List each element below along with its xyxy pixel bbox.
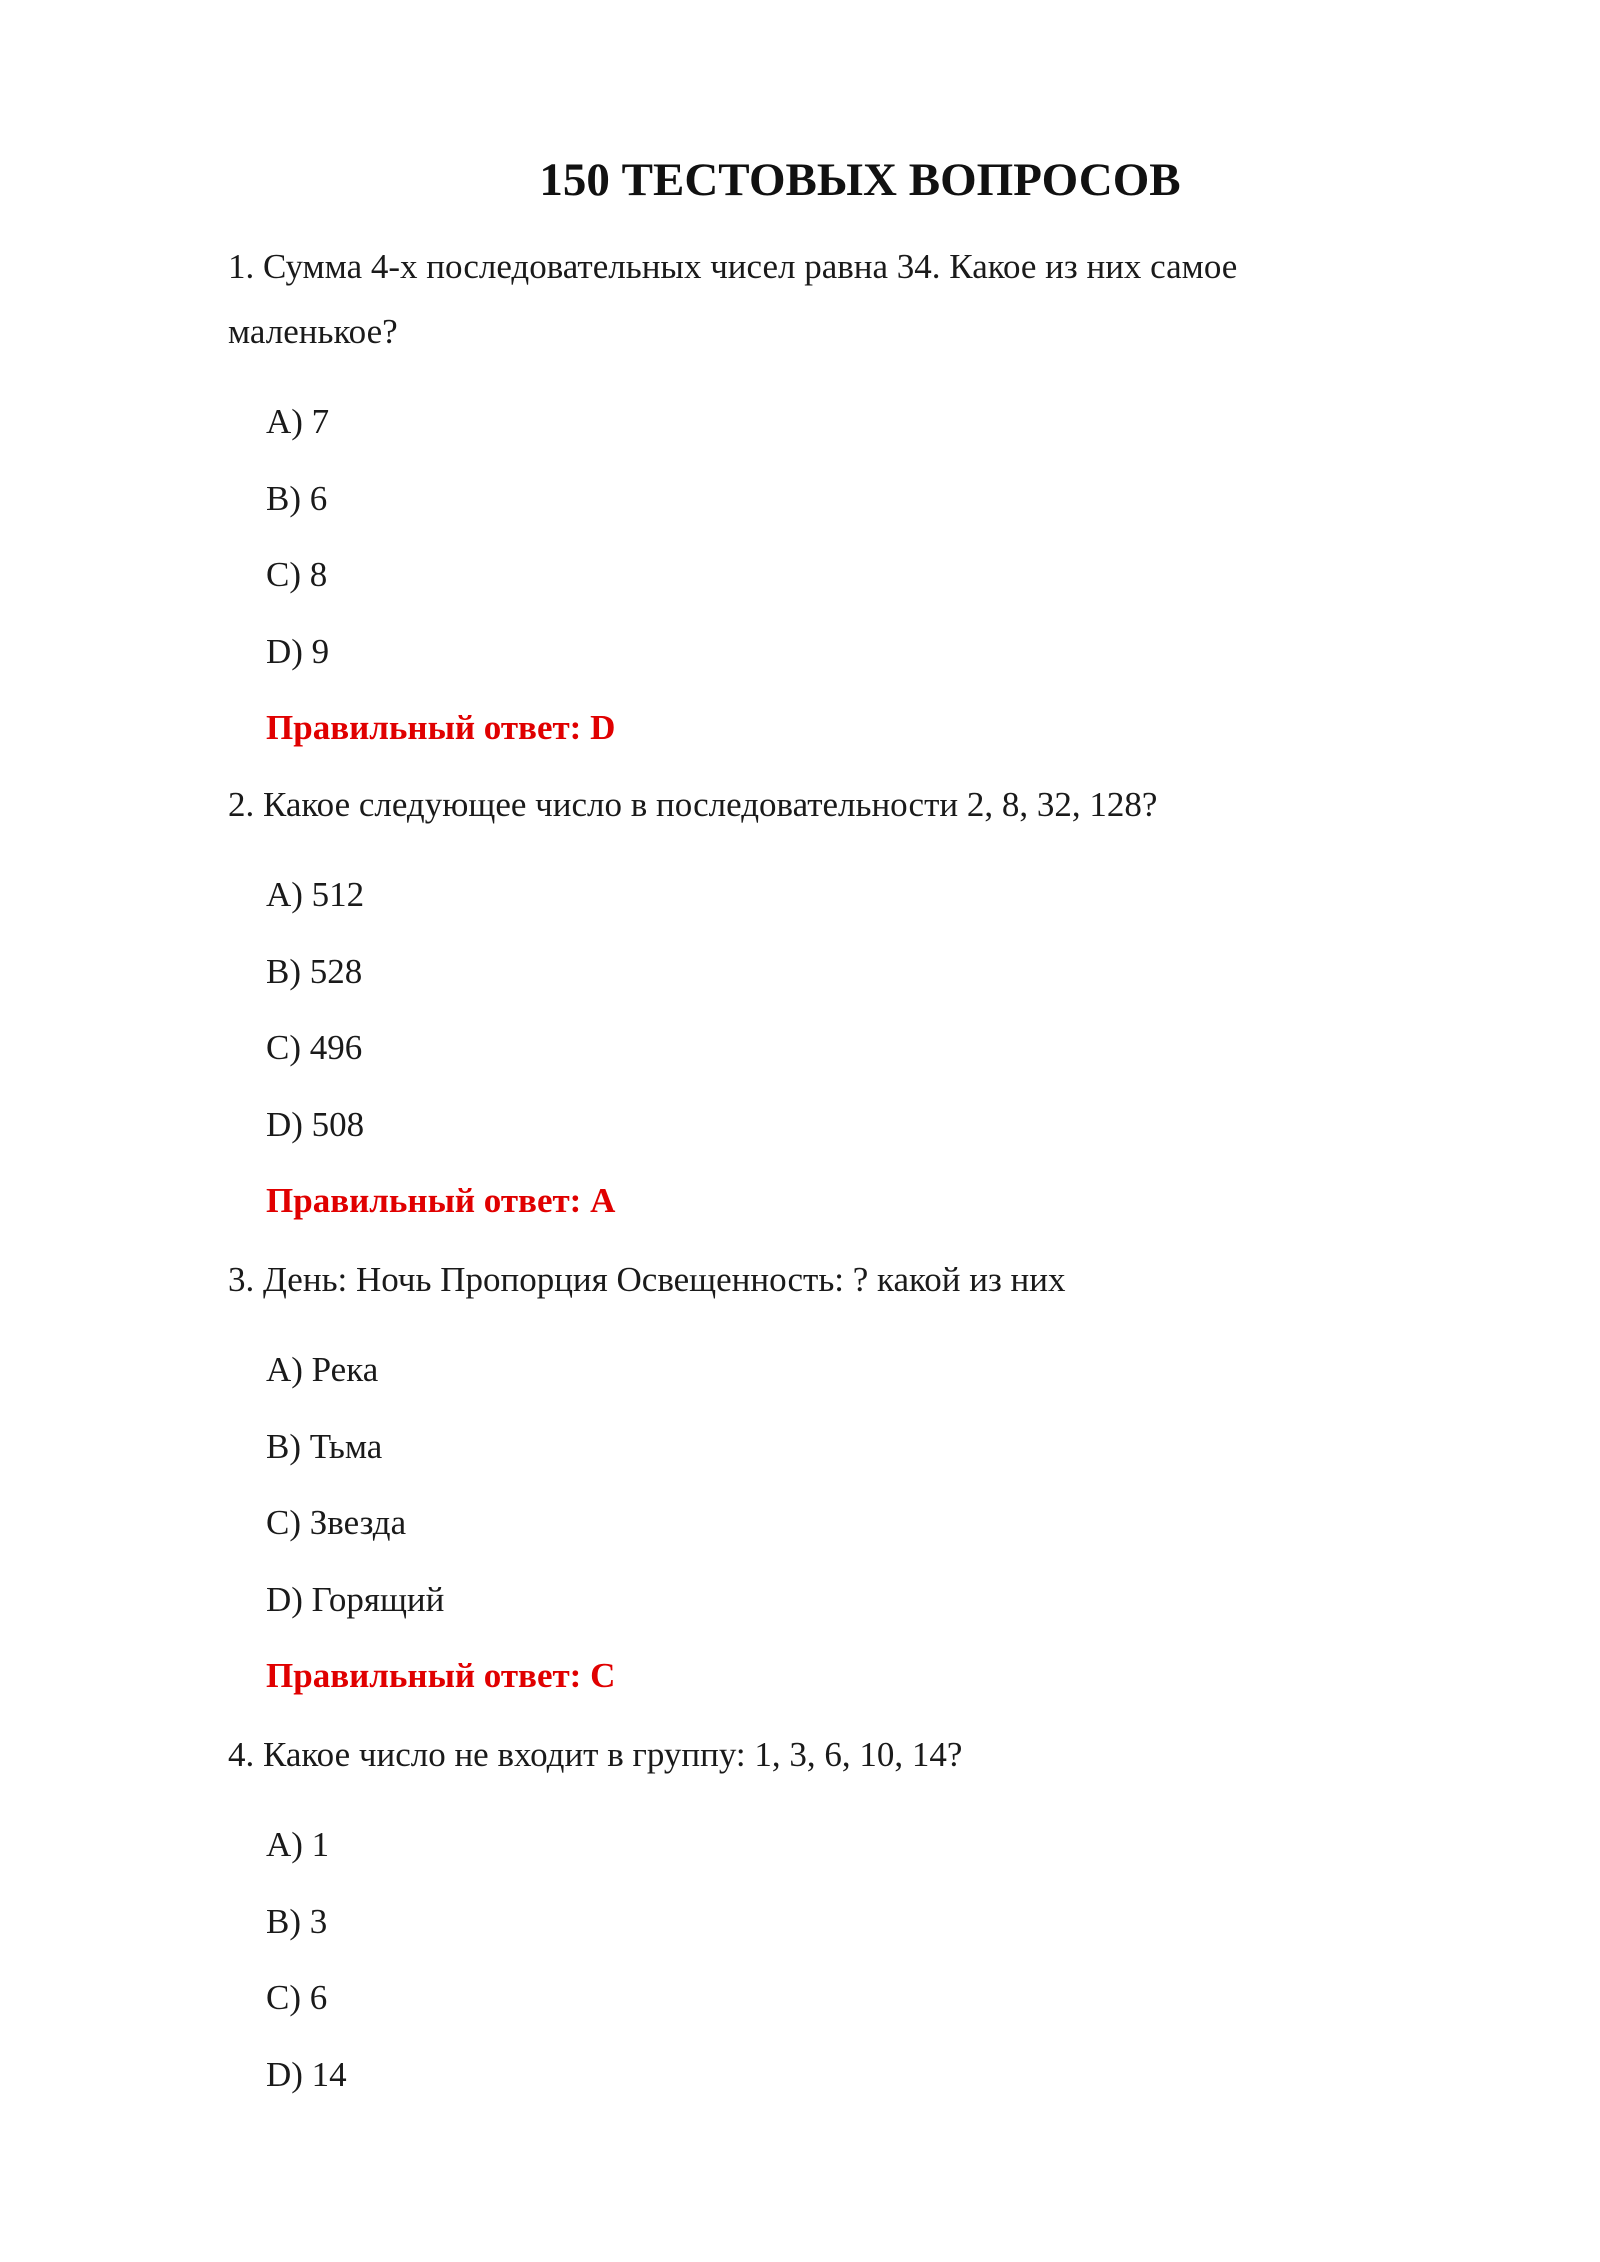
question-text: 4. Какое число не входит в группу: 1, 3, 6, 10, 14? xyxy=(228,1735,963,1774)
question-text: 3. День: Ночь Пропорция Освещенность: ? какой из них xyxy=(228,1260,1066,1299)
option-b: B) 3 xyxy=(266,1901,328,1941)
option-a: A) Река xyxy=(266,1350,379,1389)
option-c: C) 6 xyxy=(266,1978,328,2017)
correct-answer: Правильный ответ: C xyxy=(266,1656,616,1695)
question-text: 2. Какое следующее число в последовательности 2, 8, 32, 128? xyxy=(228,785,1158,824)
options-list xyxy=(266,1807,1378,2113)
options-list xyxy=(266,1332,1378,1638)
option-c: C) 8 xyxy=(266,555,328,594)
option-a: A) 7 xyxy=(266,402,330,441)
question-2 xyxy=(228,772,1378,1240)
correct-answer: Правильный ответ: A xyxy=(266,1181,616,1220)
option-a: A) 512 xyxy=(266,875,365,914)
question-4 xyxy=(228,1722,1378,2113)
option-c: C) 496 xyxy=(266,1028,363,1067)
option-a: A) 1 xyxy=(266,1825,330,1864)
options-list xyxy=(266,384,1378,690)
option-c: C) Звезда xyxy=(266,1503,407,1542)
option-b: B) 528 xyxy=(266,951,363,991)
option-d: D) 9 xyxy=(266,631,330,671)
question-3 xyxy=(228,1247,1378,1715)
question-text: 1. Сумма 4-х последовательных чисел равна 34. Какое из них самое маленькое? xyxy=(228,247,1238,351)
question-1 xyxy=(228,234,1378,767)
option-b: B) Тьма xyxy=(266,1426,383,1466)
document-title: 150 ТЕСТОВЫХ ВОПРОСОВ xyxy=(539,154,1181,206)
option-d: D) 14 xyxy=(266,2054,347,2094)
options-list xyxy=(266,857,1378,1163)
option-b: B) 6 xyxy=(266,478,328,518)
option-d: D) Горящий xyxy=(266,1579,445,1619)
option-d: D) 508 xyxy=(266,1104,365,1144)
correct-answer: Правильный ответ: D xyxy=(266,708,616,747)
